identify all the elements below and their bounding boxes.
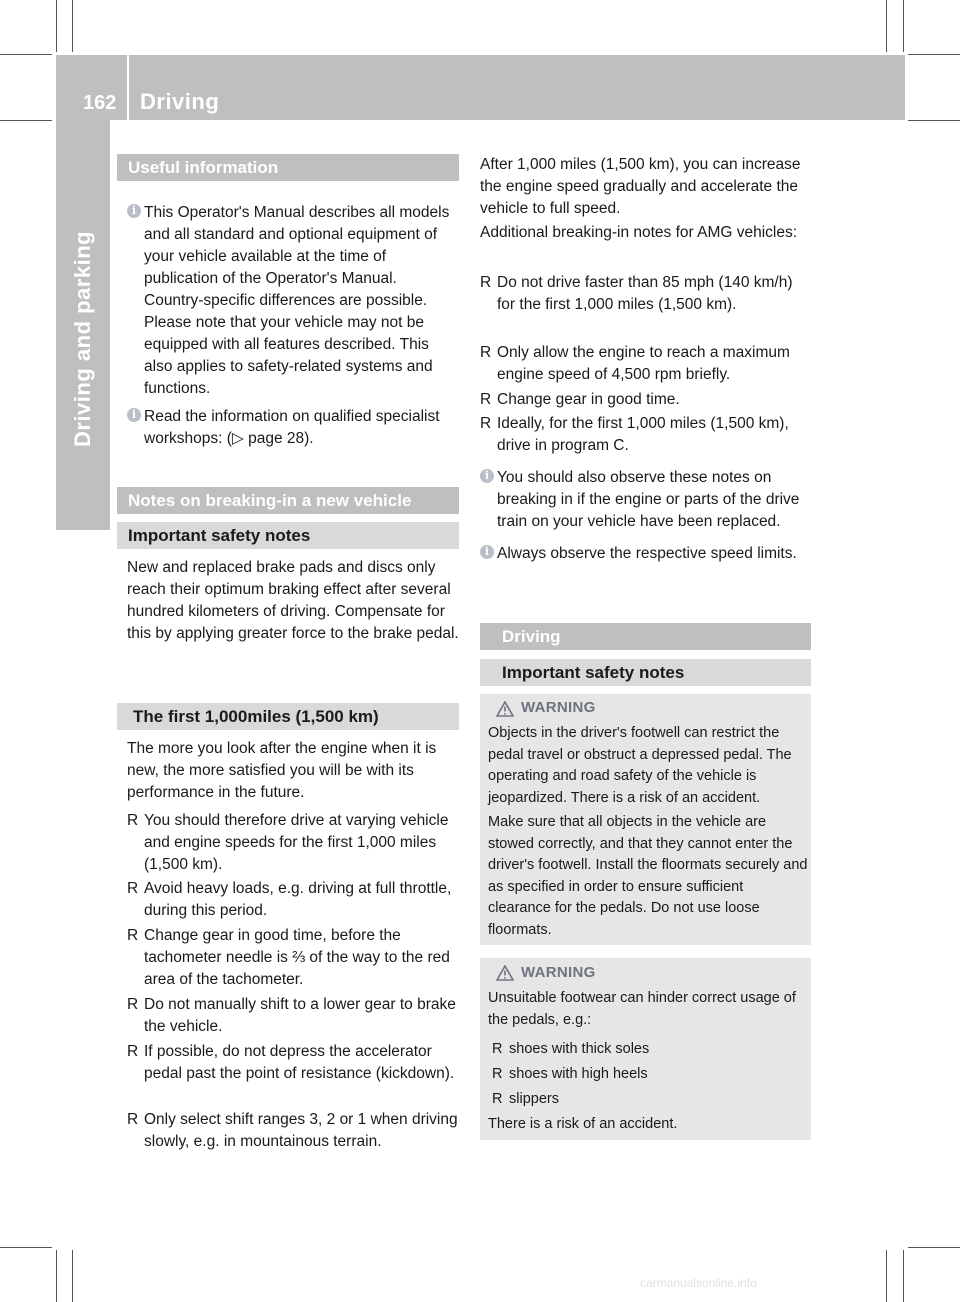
list-item-text: If possible, do not depress the accelerator pedal past the point of resistance (kickdown). <box>144 1043 455 1082</box>
warning-list-item <box>492 1089 802 1111</box>
bullet: R <box>127 1111 139 1128</box>
info-note-text: This Operator's Manual describes all models and all standard and optional equipment of your vehicle available at the time of publication of the Operator's Manual. Country-specific differences are possible. Please note that your vehicle may not be equipped with all features described. This also applies to safety-related systems and functions. <box>144 204 450 397</box>
subheading-important-safety-notes: Important safety notes <box>117 522 459 549</box>
bullet: R <box>480 415 492 432</box>
list-item <box>127 1041 461 1085</box>
header-divider <box>127 55 129 120</box>
warning-list-item <box>492 1039 802 1061</box>
side-tab-label: Driving and parking <box>70 230 95 447</box>
list-item-text: slippers <box>509 1091 559 1107</box>
bullet: R <box>492 1066 503 1082</box>
crop-mark <box>0 120 52 121</box>
page-title: Driving <box>140 89 220 114</box>
warning-text: Unsuitable footwear can hinder correct usage of the pedals, e.g.: <box>488 990 796 1028</box>
list-item-text: Change gear in good time. <box>497 391 680 408</box>
crop-mark <box>903 0 904 52</box>
list-item-text: You should therefore drive at varying vehicle and engine speeds for the first 1,000 miles (1,500 km). <box>144 812 449 873</box>
subheading-important-safety-notes: Important safety notes <box>480 659 811 686</box>
crop-mark <box>908 120 960 121</box>
bullet: R <box>492 1041 503 1057</box>
info-note <box>127 406 460 450</box>
info-note <box>480 543 812 565</box>
section-heading-breaking-in: Notes on breaking-in a new vehicle <box>117 487 459 514</box>
bullet: R <box>127 996 139 1013</box>
info-icon: i <box>127 408 141 422</box>
list-item-text: shoes with high heels <box>509 1066 648 1082</box>
list-item-text: Only allow the engine to reach a maximum engine speed of 4,500 rpm briefly. <box>497 344 790 383</box>
crop-mark <box>908 1247 960 1248</box>
list-item <box>480 342 812 386</box>
list-item <box>127 810 461 876</box>
list-item <box>480 413 812 457</box>
watermark: carmanualsonline.info <box>640 1276 757 1290</box>
bullet: R <box>480 274 492 291</box>
bullet: R <box>127 880 139 897</box>
crop-mark <box>903 1250 904 1302</box>
info-icon: i <box>480 545 494 559</box>
crop-mark <box>886 1250 887 1302</box>
bullet: R <box>127 812 139 829</box>
bullet: R <box>127 1043 139 1060</box>
crop-mark <box>72 1250 73 1302</box>
warning-triangle-icon <box>496 701 514 717</box>
warning-text: Make sure that all objects in the vehicle are stowed correctly, and that they cannot enter the driver's footwell. Install the floormats securely and as specified in order to ensure sufficient clearance for the pedals. Do not use loose floormats. <box>488 814 808 938</box>
info-note-text: Always observe the respective speed limits. <box>497 545 797 562</box>
list-item <box>480 272 812 316</box>
warning-label: WARNING <box>521 964 596 981</box>
warning-text: Objects in the driver's footwell can restrict the pedal travel or obstruct a depressed pedal. The operating and road safety of the vehicle is jeopardized. There is a risk of an accident. <box>488 725 792 806</box>
list-item <box>127 1109 461 1153</box>
info-icon: i <box>480 469 494 483</box>
crop-mark <box>56 0 57 52</box>
list-item <box>480 389 812 411</box>
bullet: R <box>480 391 492 408</box>
section-heading-useful-information: Useful information <box>117 154 459 181</box>
info-note-text: Read the information on qualified specialist workshops: (▷ page 28). <box>144 408 440 447</box>
warning-text: There is a risk of an accident. <box>488 1116 678 1132</box>
list-item-text: Avoid heavy loads, e.g. driving at full throttle, during this period. <box>144 880 452 919</box>
bullet: R <box>492 1091 503 1107</box>
crop-mark <box>0 54 52 55</box>
bullet: R <box>480 344 492 361</box>
list-item <box>127 994 461 1038</box>
crop-mark <box>56 1250 57 1302</box>
info-note <box>480 467 812 533</box>
crop-mark <box>886 0 887 52</box>
warning-list-item <box>492 1064 802 1086</box>
bullet: R <box>127 927 139 944</box>
paragraph: After 1,000 miles (1,500 km), you can increase the engine speed gradually and accelerate the vehicle to full speed. <box>480 156 801 217</box>
page-number: 162 <box>83 92 117 114</box>
section-heading-driving: Driving <box>480 623 811 650</box>
list-item-text: Ideally, for the first 1,000 miles (1,500 km), drive in program C. <box>497 415 789 454</box>
list-item-text: shoes with thick soles <box>509 1041 650 1057</box>
paragraph: Additional breaking-in notes for AMG vehicles: <box>480 224 798 241</box>
paragraph: The more you look after the engine when it is new, the more satisfied you will be with its performance in the future. <box>127 740 437 801</box>
list-item-text: Change gear in good time, before the tachometer needle is ⅔ of the way to the red area of the tachometer. <box>144 927 450 988</box>
warning-label: WARNING <box>521 699 596 716</box>
info-note-text: You should also observe these notes on breaking in if the engine or parts of the drive train on your vehicle have been replaced. <box>497 469 800 530</box>
info-icon: i <box>127 204 141 218</box>
crop-mark <box>908 54 960 55</box>
list-item-text: Do not drive faster than 85 mph (140 km/h) for the first 1,000 miles (1,500 km). <box>497 274 793 313</box>
list-item <box>127 878 461 922</box>
crop-mark <box>72 0 73 52</box>
list-item-text: Do not manually shift to a lower gear to brake the vehicle. <box>144 996 456 1035</box>
list-item <box>127 925 461 991</box>
paragraph: New and replaced brake pads and discs only reach their optimum braking effect after several hundred kilometers of driving. Compensate for this by applying greater force to the brake pedal. <box>127 559 459 642</box>
crop-mark <box>0 1247 52 1248</box>
warning-triangle-icon <box>496 965 514 981</box>
list-item-text: Only select shift ranges 3, 2 or 1 when driving slowly, e.g. in mountainous terrain. <box>144 1111 458 1150</box>
subheading-first-1000-miles: The first 1,000miles (1,500 km) <box>117 703 459 730</box>
info-note <box>127 202 460 400</box>
